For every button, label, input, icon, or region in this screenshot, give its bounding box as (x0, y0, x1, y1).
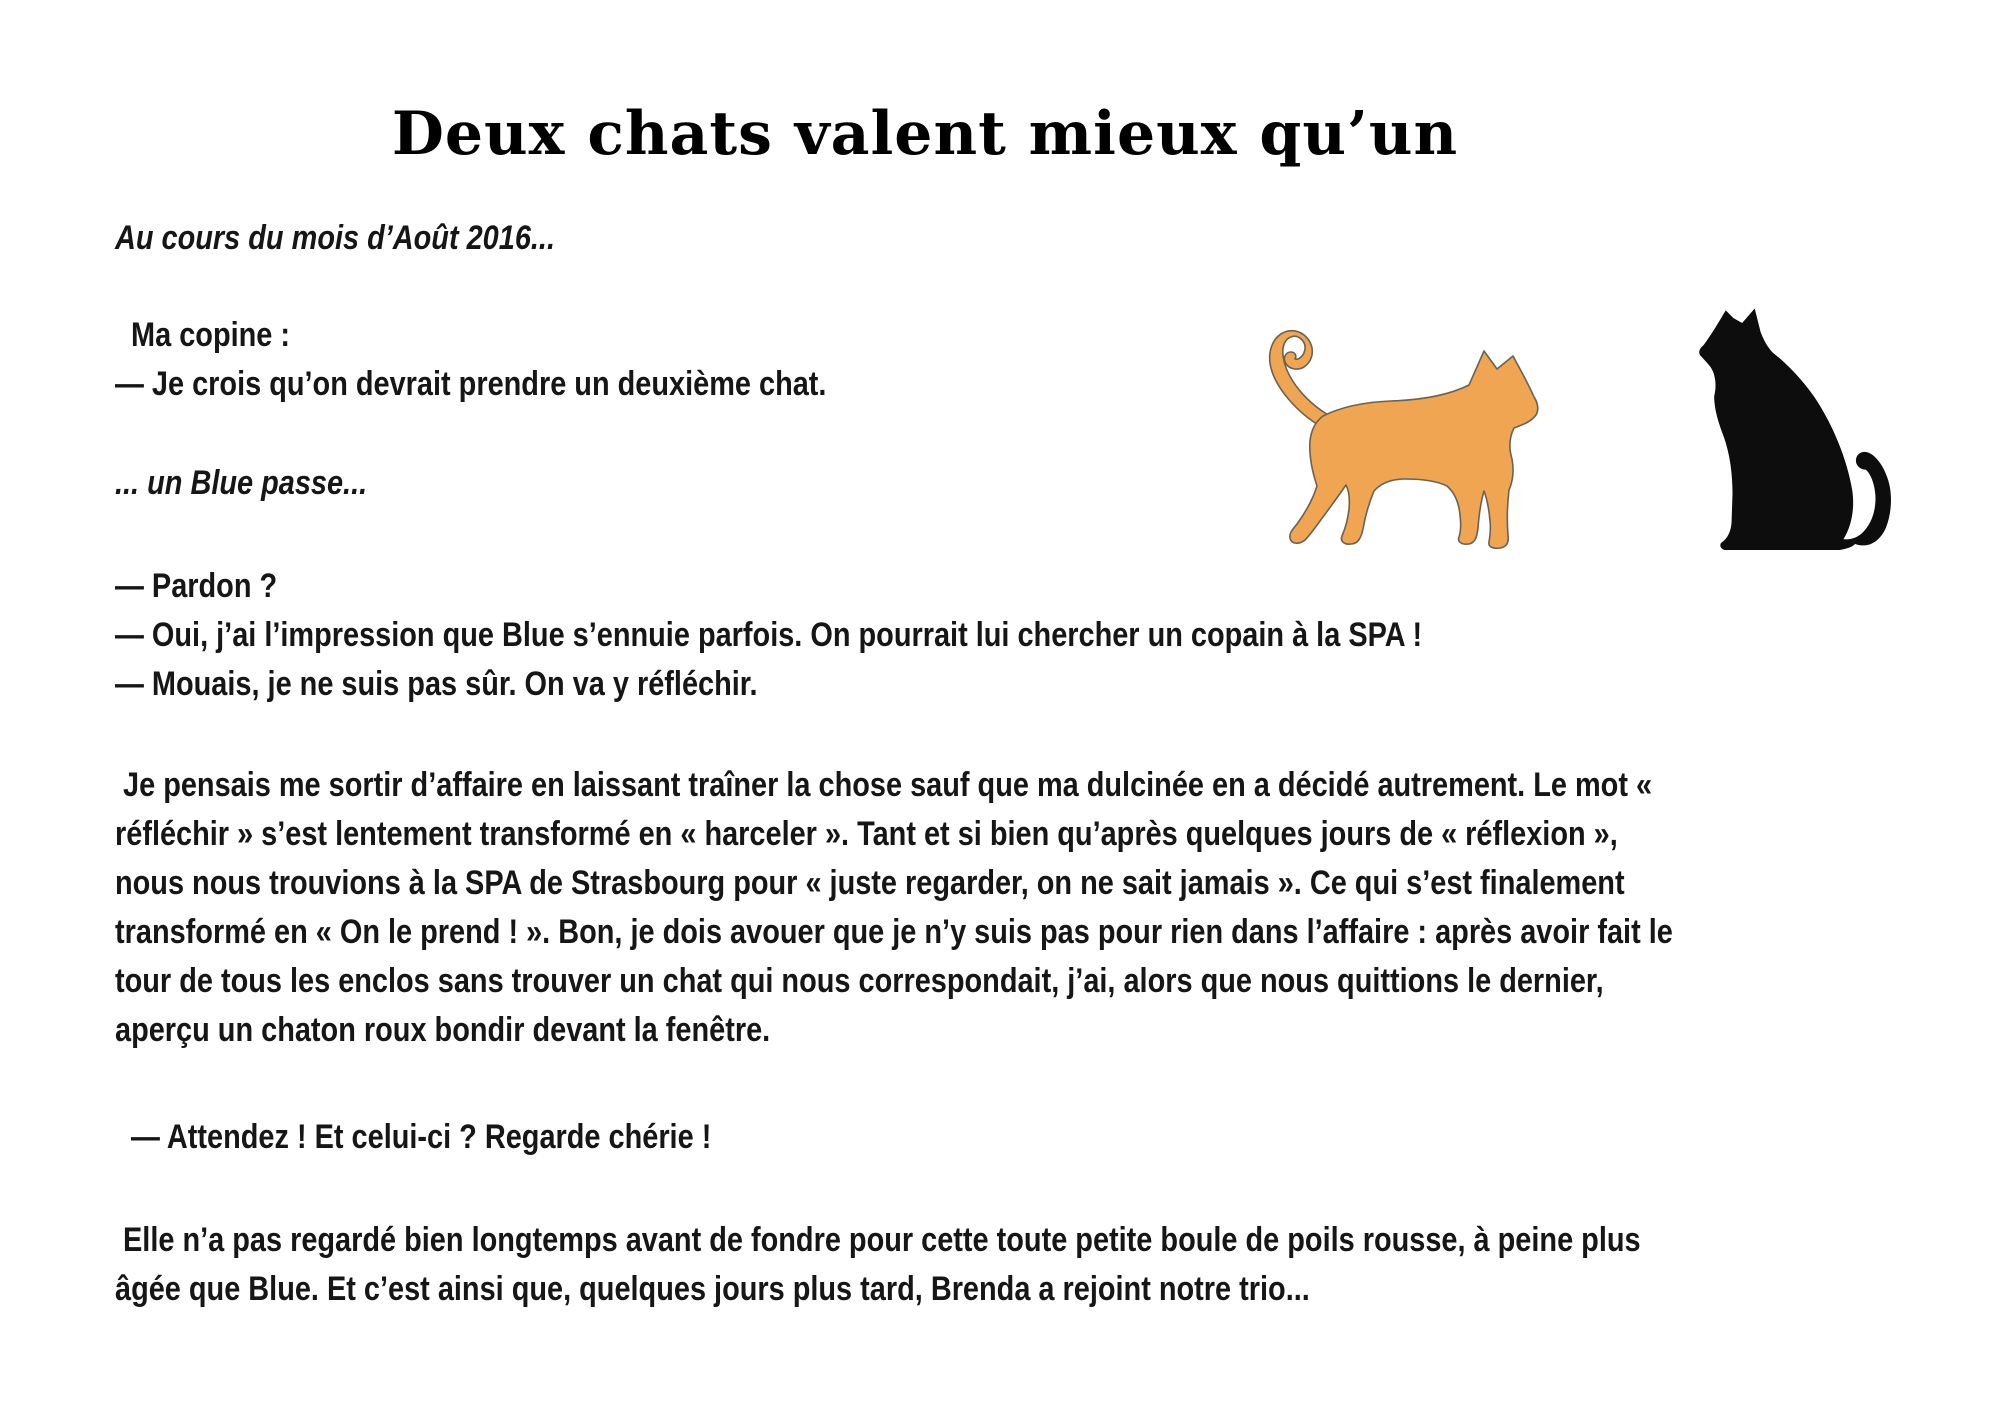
black-cat-illustration (1691, 260, 1913, 550)
dialogue-intro-block: Ma copine : — Je crois qu’on devrait prendre un deuxième chat. (115, 316, 827, 403)
intro-date-line: Au cours du mois d’Août 2016... (115, 219, 555, 257)
dialogue-spa-block: — Pardon ? — Oui, j’ai l’impression que Blue s’ennuie parfois. On pourrait lui chercher un copain à la SPA ! — Mouais, je ne suis pas sûr. On va y réfléchir. (115, 567, 1423, 703)
orange-cat-illustration (1241, 323, 1581, 553)
orange-cat-body (1290, 351, 1538, 548)
dialogue-attendez-line: — Attendez ! Et celui-ci ? Regarde chérie ! (115, 1118, 712, 1156)
paragraph-spa: Je pensais me sortir d’affaire en laissant traîner la chose sauf que ma dulcinée en a décidé autrement. Le mot « réfléchir » s’est lentement transformé en « harceler ». Tant et si bien qu’après quelques jours de « réflexion », nous nous trouvions à la SPA de Strasbourg pour « juste regarder, on ne sait jamais ». Ce qui s’est finalement transformé en « On le prend ! ». Bon, je dois avouer que je n’y suis pas pour rien dans l’affaire : après avoir fait le tour de tous les enclos sans trouver un chat qui nous correspondait, j’ai, alors que nous quittions le dernier, aperçu un chaton roux bondir devant la fenêtre. (115, 766, 1673, 1049)
page-title: Deux chats valent mieux qu’un (391, 99, 1459, 169)
interlude-line: ... un Blue passe... (115, 464, 368, 502)
black-cat-body (1699, 308, 1891, 550)
paragraph-final: Elle n’a pas regardé bien longtemps avant de fondre pour cette toute petite boule de poils rousse, à peine plus âgée que Blue. Et c’est ainsi que, quelques jours plus tard, Brenda a rejoint notre trio... (115, 1221, 1641, 1308)
